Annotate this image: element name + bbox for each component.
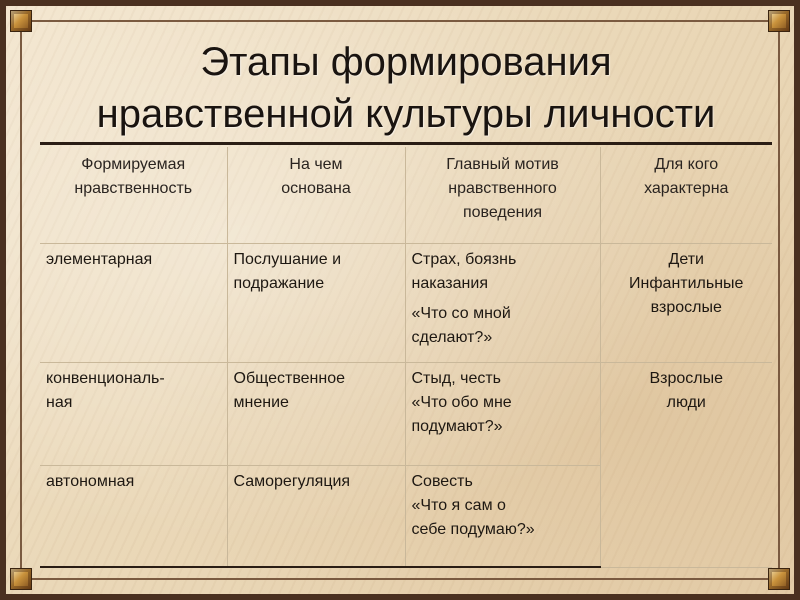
cell-motive (405, 244, 600, 363)
table-header-row (40, 147, 772, 244)
header-text: нравственность (74, 180, 193, 197)
header-who (600, 147, 772, 244)
table-row (40, 244, 772, 363)
cell-stage (40, 466, 227, 568)
cell-text: Стыд, честь (411, 370, 502, 387)
cell-who (600, 363, 772, 568)
cell-text: элементарная (46, 251, 153, 268)
cell-text: конвенциональ- (46, 370, 165, 387)
cell-text: автономная (46, 473, 135, 490)
header-text: характерна (644, 180, 729, 197)
cell-text: подражание (233, 275, 325, 292)
header-motive (405, 147, 600, 244)
cell-stage (40, 244, 227, 363)
cell-text: Страх, боязнь (411, 251, 517, 268)
header-morality (40, 147, 227, 244)
header-text: поведения (462, 204, 543, 221)
cell-who (600, 244, 772, 363)
cell-text: Дети (668, 251, 704, 268)
cell-text: наказания (411, 275, 488, 292)
header-text: Формируемая (81, 156, 186, 173)
cell-text: Инфантильные (629, 275, 744, 292)
header-text: На чем (289, 156, 343, 173)
cell-quote: сделают?» (411, 329, 493, 346)
corner-ornament-bottom-left (10, 568, 32, 590)
cell-basis (227, 244, 405, 363)
cell-text: ная (46, 394, 73, 411)
cell-text: Совесть (411, 473, 473, 490)
header-text: Главный мотив (446, 156, 559, 173)
cell-text: Послушание и (233, 251, 342, 268)
header-text: основана (281, 180, 351, 197)
header-text: Для кого (654, 156, 719, 173)
stages-table (40, 147, 772, 568)
cell-quote: «Что обо мне (411, 394, 512, 411)
cell-text: Саморегуляция (233, 473, 351, 490)
cell-text: Взрослые (649, 370, 724, 387)
cell-basis (227, 363, 405, 466)
cell-text: люди (666, 394, 706, 411)
cell-text: мнение (233, 394, 289, 411)
cell-text: Общественное (233, 370, 346, 387)
header-text: нравственного (448, 180, 557, 197)
slide-title (36, 36, 776, 140)
corner-ornament-top-left (10, 10, 32, 32)
title-line-1: Этапы формирования (200, 40, 612, 84)
header-basis (227, 147, 405, 244)
cell-motive (405, 466, 600, 568)
cell-basis (227, 466, 405, 568)
title-line-2: нравственной культуры личности (96, 92, 716, 136)
cell-text: взрослые (650, 299, 722, 316)
cell-quote: себе подумаю?» (411, 521, 535, 538)
table-row (40, 363, 772, 466)
title-rule (40, 142, 772, 145)
cell-stage (40, 363, 227, 466)
corner-ornament-bottom-right (768, 568, 790, 590)
cell-quote: «Что я сам о (411, 497, 506, 514)
corner-ornament-top-right (768, 10, 790, 32)
cell-quote: «Что со мной (411, 305, 511, 322)
cell-quote: подумают?» (411, 418, 503, 435)
cell-motive (405, 363, 600, 466)
